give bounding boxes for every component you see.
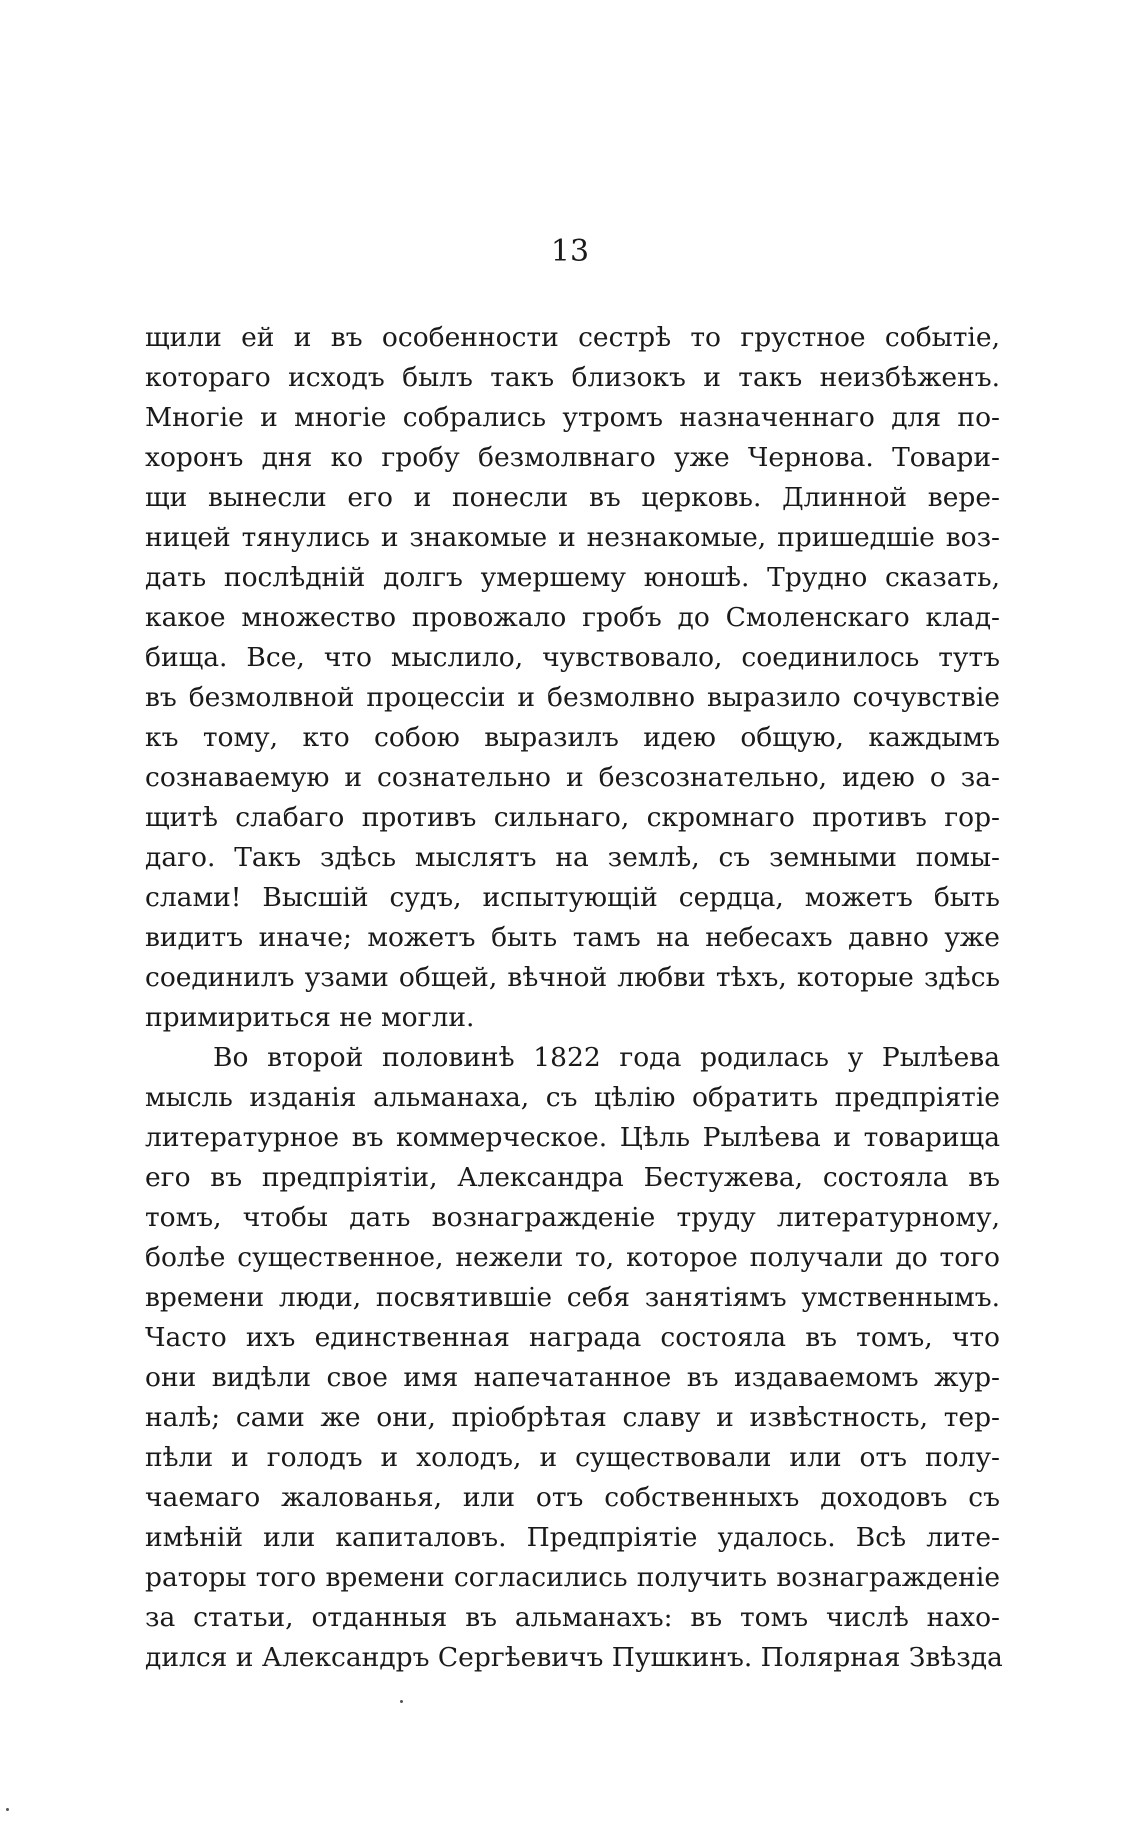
body-text (145, 318, 1003, 1678)
text-line: слами! Высшій судъ, испытующій сердца, можетъ быть (145, 882, 1000, 913)
text-line: видитъ иначе; можетъ быть тамъ на небесахъ давно уже (145, 922, 1000, 953)
text-line: Во второй половинѣ 1822 года родилась у Рылѣева (213, 1042, 1000, 1073)
text-line: щили ей и въ особенности сестрѣ то грустное событіе, (145, 322, 1000, 353)
text-line: литературное въ коммерческое. Цѣль Рылѣева и товарища (145, 1122, 1000, 1153)
text-line: раторы того времени согласились получить вознагражденіе (145, 1562, 1000, 1593)
text-line: щитѣ слабаго противъ сильнаго, скромнаго противъ гор- (145, 802, 1000, 833)
text-line: томъ, чтобы дать вознагражденіе труду литературному, (145, 1202, 1000, 1233)
text-line: въ безмолвной процессіи и безмолвно выразило сочувствіе (145, 682, 1000, 713)
text-line: его въ предпріятіи, Александра Бестужева, состояла въ (145, 1162, 1000, 1193)
text-line: хоронъ дня ко гробу безмолвнаго уже Чернова. Товари- (145, 442, 1000, 473)
text-line: болѣе существенное, нежели то, которое получали до того (145, 1242, 1000, 1273)
text-line: къ тому, кто собою выразилъ идею общую, каждымъ (145, 722, 1000, 753)
text-line: дился и Александръ Сергѣевичъ Пушкинъ. Полярная Звѣзда (145, 1642, 1003, 1673)
text-line: они видѣли свое имя напечатанное въ издаваемомъ жур- (145, 1362, 1000, 1393)
scan-speck (6, 1808, 9, 1811)
text-line: бища. Все, что мыслило, чувствовало, соединилось тутъ (145, 642, 1000, 673)
text-line: налѣ; сами же они, пріобрѣтая славу и извѣстность, тер- (145, 1402, 1000, 1433)
text-line: какое множество провожало гробъ до Смоленскаго клад- (145, 602, 1000, 633)
text-line: Многіе и многіе собрались утромъ назначеннаго для по- (145, 402, 1000, 433)
text-line: Часто ихъ единственная награда состояла въ томъ, что (145, 1322, 1000, 1353)
text-line: пѣли и голодъ и холодъ, и существовали или отъ полу- (145, 1442, 1000, 1473)
scan-speck (400, 1700, 403, 1703)
text-line: даго. Такъ здѣсь мыслятъ на землѣ, съ земными помы- (145, 842, 1000, 873)
text-line: мысль изданія альманаха, съ цѣлію обратить предпріятіе (145, 1082, 1000, 1113)
text-line: дать послѣдній долгъ умершему юношѣ. Трудно сказать, (145, 562, 1000, 593)
text-line: имѣній или капиталовъ. Предпріятіе удалось. Всѣ лите- (145, 1522, 1000, 1553)
text-line: примириться не могли. (145, 1002, 475, 1033)
text-line: соединилъ узами общей, вѣчной любви тѣхъ, которые здѣсь (145, 962, 1000, 993)
page-number: 13 (550, 234, 590, 269)
paragraph-1 (145, 318, 1000, 1038)
paragraph-2 (145, 1038, 1003, 1678)
text-line: ницей тянулись и знакомые и незнакомые, пришедшіе воз- (145, 522, 1000, 553)
text-line: за статьи, отданныя въ альманахъ: въ томъ числѣ нахо- (145, 1602, 1000, 1633)
text-line: котораго исходъ былъ такъ близокъ и такъ неизбѣженъ. (145, 362, 1000, 393)
text-line: времени люди, посвятившіе себя занятіямъ умственнымъ. (145, 1282, 1000, 1313)
text-line: сознаваемую и сознательно и безсознательно, идею о за- (145, 762, 1000, 793)
text-line: щи вынесли его и понесли въ церковь. Длинной вере- (145, 482, 1000, 513)
text-line: чаемаго жалованья, или отъ собственныхъ доходовъ съ (145, 1482, 1000, 1513)
